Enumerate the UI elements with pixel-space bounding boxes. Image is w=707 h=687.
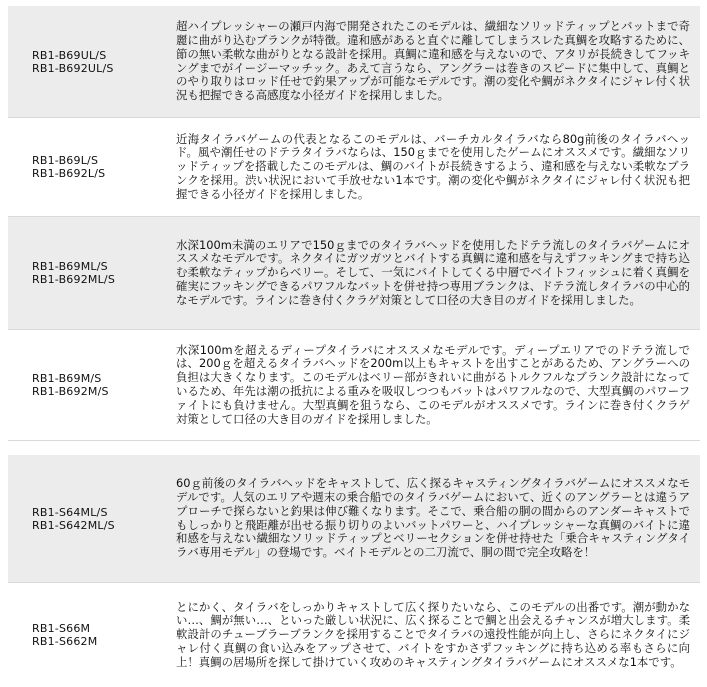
row-divider <box>8 440 700 441</box>
model-number: RB1-B69UL/S <box>32 48 107 62</box>
table-row <box>8 118 700 216</box>
model-numbers <box>8 154 170 180</box>
model-numbers <box>8 49 170 75</box>
model-number: RB1-S662M <box>32 635 98 648</box>
table-row <box>8 455 700 582</box>
model-description: とにかく、タイラバをしっかりキャストして広く探りたいなら、このモデルの出番です。潮が動かない…、鯛が無い…、といった厳しい状況に、広く探ることで鯛と出会えるチャンスが増大します。柔軟設計のチューブラーブランクを採用することでタイラバの遠投性能が向上し、さらにネクタイにジャレ付く真鯛の食い込みをアップさせて、バイトをすかさずフッキングに持ち込める率もさらに向上！真鯛の居場所を探して掛けていく攻めのキャスティングタイラバゲームにオススメな1本です。 <box>176 599 690 669</box>
model-description: 超ハイプレッシャーの瀬戸内海で開発されたこのモデルは、繊細なソリッドティップとバットまで奇麗に曲がり込むブランクが特徴。違和感があると直ぐに離してしまうスレた真鯛を攻略するために、節の無い柔軟な曲がりとなる設計を採用。真鯛に違和感を与えないので、アタリが長続きしてフッキングまでがイージーマッチック。あえて言うなら、アングラーは巻きのスピードに集中して、真鯛とのやり取りはロッド任せで釣果アップが可能なモデルです。潮の変化や鯛がネクタイにジャレ付く状況も把握できる高感度な小径ガイドを採用しました。 <box>176 19 690 103</box>
model-description: 近海タイラバゲームの代表となるこのモデルは、バーチカルタイラバなら80g前後のタイラバヘッド。風や潮任せのドテラタイラバならは、150ｇまでを使用したゲームにオススメです。繊細なソリッドティップを搭載したこのモデルは、鯛のバイトが長続きするよう、違和感を与えない柔軟なブランクを採用。渋い状況において手放せない1本です。潮の変化や鯛がネクタイにジャレ付く状況も把握できる小径ガイドを採用しました。 <box>176 131 690 201</box>
table-row <box>8 330 700 440</box>
model-numbers <box>8 372 170 398</box>
model-description: 60ｇ前後のタイラバヘッドをキャストして、広く探るキャスティングタイラバゲームにオススメなモデルです。人気のエリアや週末の乗合船でのタイラバゲームにおいて、近くのアングラーとは違うアプローチで探らないと釣果は伸び難くなります。そこで、乗合船の胴の間からのアンダーキャストでもしっかりと飛距離が出せる振り切りのよいバットパワーと、ハイプレッシャーな真鯛のバイトに違和感を与えない繊細なソリッドティップとベリーセクションを併せ持せた「乗合キャスティングタイラバ専用モデル」の登場です。ベイトモデルとの二刀流で、胴の間で完全攻略を！ <box>176 476 690 560</box>
table-row <box>8 217 700 329</box>
model-number: RB1-B692M/S <box>32 385 109 398</box>
model-numbers <box>8 622 170 648</box>
model-number: RB1-S64ML/S <box>32 505 108 519</box>
model-numbers <box>8 260 170 286</box>
model-number: RB1-B692ML/S <box>32 273 116 286</box>
model-number: RB1-B69ML/S <box>32 260 108 273</box>
model-number: RB1-S642ML/S <box>32 518 115 532</box>
model-number: RB1-B692UL/S <box>32 61 114 75</box>
model-number: RB1-B692L/S <box>32 167 106 180</box>
model-number: RB1-B69M/S <box>32 372 102 385</box>
model-numbers <box>8 506 170 532</box>
model-description: 水深100mを超えるディープタイラバにオススメなモデルです。ディープエリアでのドテラ流しでは、200ｇを超えるタイラバヘッドを200m以上もキャストを出すことがあるため、アングラーへの負担は大きくなります。このモデルはベリー部がきれいに曲がるトルクフルなブランク設計になっているため、年先は潮の抵抗による重みを吸収しつつもバットはパワフルなので、大型真鯛のパワーファイトにも負けません。大型真鯛を狙うなら、このモデルがオススメです。ラインに巻き付くクラゲ対策として口径の大き目のガイドを採用しました。 <box>176 342 690 426</box>
model-number: RB1-S66M <box>32 622 91 635</box>
table-row <box>8 6 700 117</box>
table-row <box>8 583 700 687</box>
model-number: RB1-B69L/S <box>32 154 99 167</box>
model-description: 水深100m未満のエリアで150ｇまでのタイラバヘッドを使用したドテラ流しのタイラバゲームにオススメなモデルです。ネクタイにガツガツとバイトする真鯛に違和感を与えずフッキングまで持ち込む柔軟なティップからベリー。そして、一気にバイトしてくる中層でベイトフィッシュに着く真鯛を確実にフッキングできるパワフルなバットを併せ持つ専用ブランクは、ドテラ流しタイラバの中心的なモデルです。ラインに巻き付くクラゲ対策として口径の大き目のガイドを採用しました。 <box>176 237 690 307</box>
